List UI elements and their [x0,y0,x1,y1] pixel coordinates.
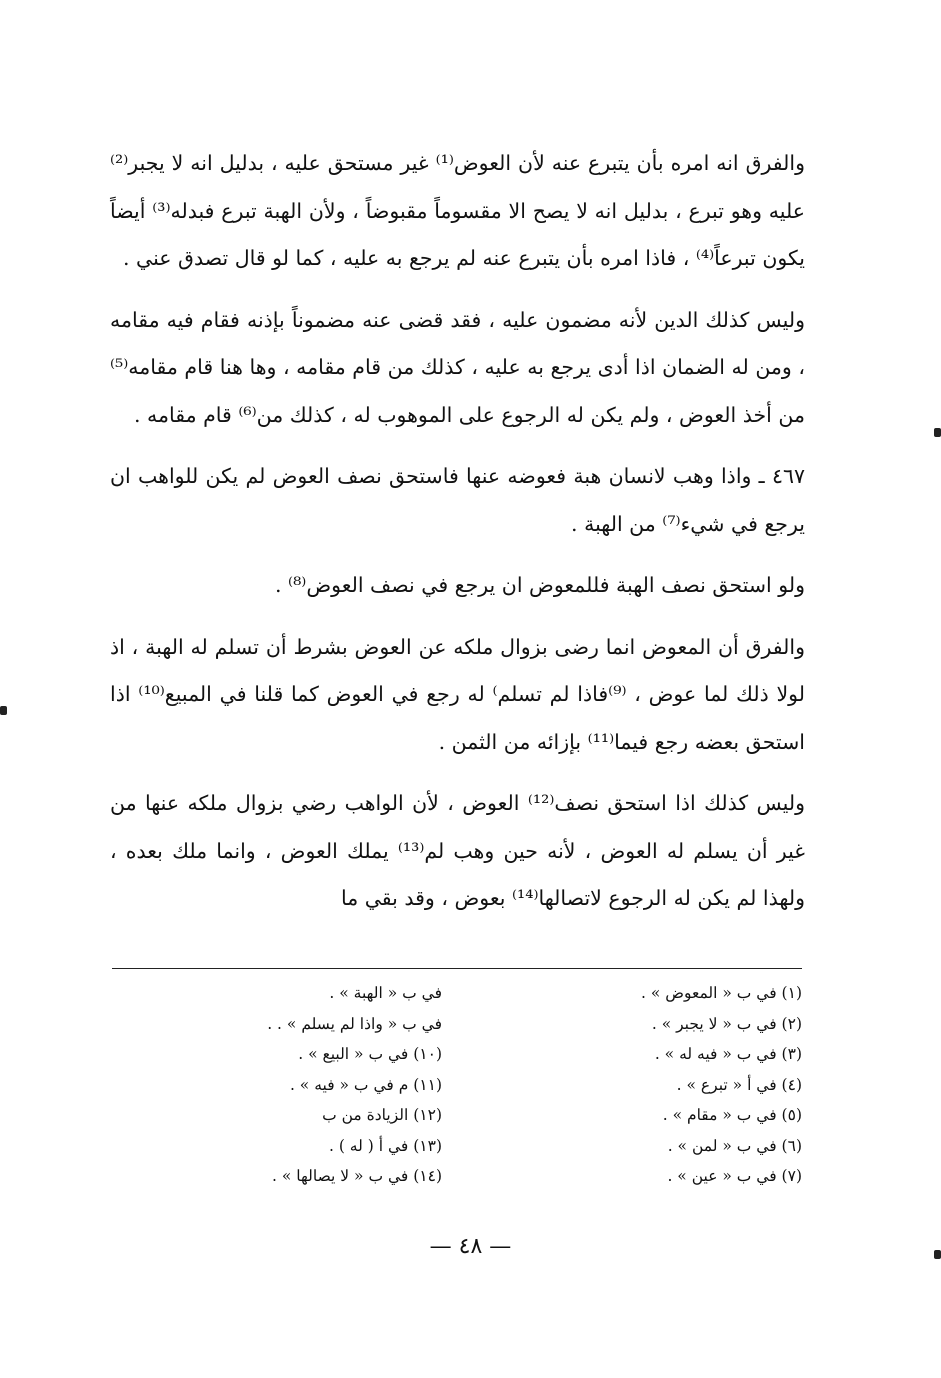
paragraph-5: والفرق أن المعوض انما رضى بزوال ملكه عن العوض بشرط أن تسلم له الهبة ، اذ لولا ذلك لما عوض ، ⁽⁹⁾فاذا لم تسلم⁾ له رجع في العوض كما قلنا في المبيع⁽¹⁰⁾ اذا استحق بعضه رجع فيما⁽¹¹⁾ بإزائه من الثمن . [110,634,805,754]
main-text [110,140,805,937]
footnote-item: (٦) في ب « لمن » . [667,1136,802,1155]
footnote-item: (٣) في ب « فيه له » . [654,1045,802,1063]
footnote-item: (٥) في ب « مقام » . [662,1106,802,1124]
footnote-item: في ب « الهبة » . [329,984,442,1002]
footnote-item: (٤) في أ « تبرع » . [676,1075,802,1094]
paragraph-1: والفرق انه امره بأن يتبرع عنه لأن العوض⁽¹⁾ غير مستحق عليه ، بدليل انه لا يجبر⁽²⁾ عليه وهو تبرع ، بدليل انه لا يصح الا مقسوماً مقبوضاً ، ولأن الهبة تبرع فبدله⁽³⁾ أيضاً يكون تبرعاً⁽⁴⁾ ، فاذا امره بأن يتبرع عنه لم يرجع به عليه ، كما لو قال تصدق عني . [110,151,805,270]
paragraph-2: وليس كذلك الدين لأنه مضمون عليه ، فقد قضى عنه مضموناً بإذنه فقام فيه مقامه ، ومن له الضمان اذا أدى يرجع به عليه ، كذلك من قام مقامه ، وها هنا قام مقامه⁽⁵⁾ من أخذ العوض ، ولم يكن له الرجوع على الموهوب له ، كذلك من⁽⁶⁾ قام مقامه . [110,307,805,427]
footnote-item: (٧) في ب « عين » . [667,1167,802,1185]
scan-speck [0,706,7,715]
footnote-item: (١) في ب « المعوض » . [640,984,802,1002]
footnote-item: (١٢) الزيادة من ب [322,1106,442,1124]
footnote-item: (١٤) في ب « لا يصالها » . [272,1167,442,1185]
footnote-divider [112,968,802,969]
footnote-item: (١١) م في ب « فيه » . [289,1075,442,1094]
page-number: — ٤٨ — [429,1234,512,1259]
paragraph-4: ولو استحق نصف الهبة فللمعوض ان يرجع في نصف العوض⁽⁸⁾ . [274,573,805,597]
footnote-item: (٢) في ب « لا يجبر » . [651,1014,802,1033]
footnote-item: (١٣) في أ ( له ) . [328,1136,442,1155]
paragraph-3: ٤٦٧ ـ واذا وهب لانسان هبة فعوضه عنها فاستحق نصف العوض لم يكن للواهب ان يرجع في شيء⁽⁷⁾ من الهبة . [110,464,805,536]
footnote-item: (١٠) في ب « البيع » . [298,1045,442,1063]
footnotes [112,978,802,1192]
scan-speck [934,1250,941,1259]
scan-speck [934,428,941,437]
footnotes-right-column [472,978,802,1192]
paragraph-6: وليس كذلك اذا استحق نصف⁽¹²⁾ العوض ، لأن الواهب رضي بزوال ملكه عنها من غير أن يسلم له العوض ، لأنه حين وهب لم⁽¹³⁾ يملك العوض ، وانما ملك بعده ، ولهذا لم يكن له الرجوع لاتصالها⁽¹⁴⁾ بعوض ، وقد بقي ما [110,791,805,910]
footnote-item: في ب « واذا لم يسلم » . . [267,1014,442,1033]
footnotes-left-column [112,978,472,1192]
